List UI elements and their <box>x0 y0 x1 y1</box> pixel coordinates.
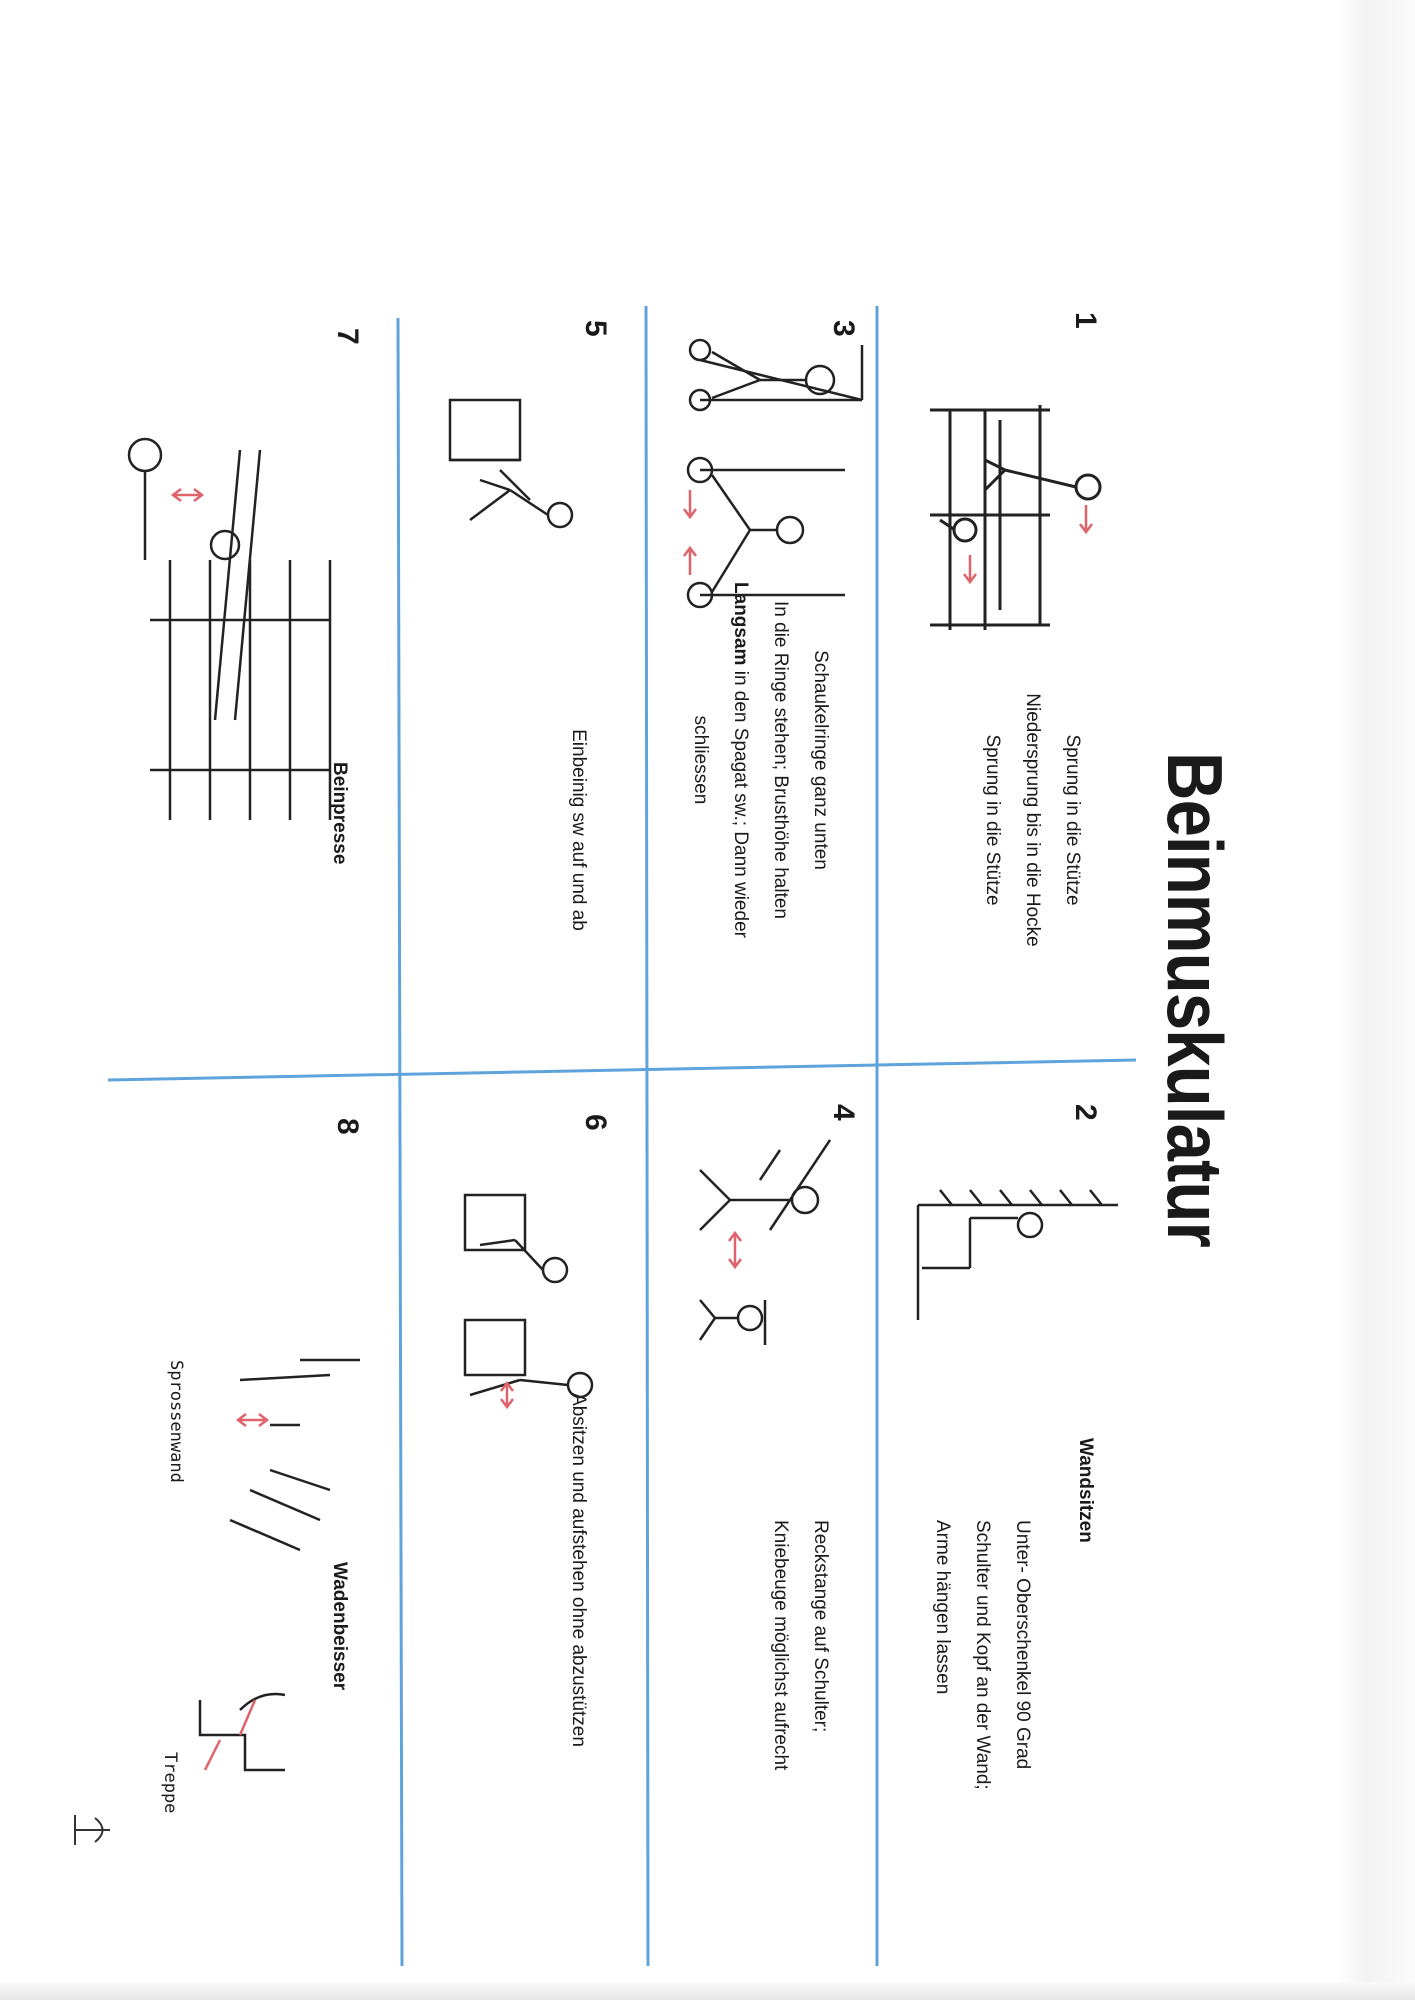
arrow-icon <box>205 1414 267 1770</box>
exercise-number-8: 8 <box>331 1118 364 1135</box>
sketch-parallel-bars <box>930 405 1100 630</box>
description-line: Sprung in die Stütze <box>1062 734 1083 906</box>
sketch-label-wall-bars: Sprossenwand <box>166 1360 186 1483</box>
exercise-number-3: 3 <box>827 320 860 337</box>
exercise-number-4: 4 <box>827 1104 860 1121</box>
page-title: Beinmuskulatur <box>1151 752 1239 1247</box>
sketch-label-stairs: Treppe <box>160 1752 180 1814</box>
description-line: schliessen <box>690 715 711 805</box>
arrow-icon <box>501 1383 513 1407</box>
emphasis-word: Langsam <box>730 582 751 666</box>
arrow-icon <box>684 490 696 575</box>
description-line: Niedersprung bis in die Hocke <box>1022 693 1043 947</box>
grid-lines <box>108 306 1136 1966</box>
description-line: Kniebeuge möglichst aufrecht <box>770 1520 791 1771</box>
arrow-icon <box>729 1233 741 1267</box>
sketch-sit-stand <box>465 1195 592 1397</box>
arrow-icon <box>964 505 1092 582</box>
description-line-rest: in den Spagat sw.; Dann wieder <box>730 665 751 938</box>
sketch-calf-raise <box>200 1360 360 1770</box>
exercise-name-8: Wadenbeisser <box>329 1562 350 1691</box>
exercise-number-5: 5 <box>579 320 612 337</box>
sketch-leg-press <box>129 439 330 820</box>
arrow-icon <box>173 489 202 501</box>
exercise-number-7: 7 <box>331 328 364 345</box>
description-line: In die Ringe stehen; Brusthöhe halten <box>770 601 791 919</box>
grid-horizontal-line <box>108 1060 1136 1080</box>
exercise-name-7: Beinpresse <box>329 762 350 865</box>
grid-vertical-line-3 <box>398 318 402 1966</box>
description-line: Unter- Oberschenkel 90 Grad <box>1012 1520 1033 1770</box>
description-line: Einbeinig sw auf und ab <box>568 729 589 931</box>
exercise-number-1: 1 <box>1069 312 1102 329</box>
exercise-name-2: Wandsitzen <box>1075 1438 1096 1543</box>
description-line: Arme hängen lassen <box>932 1520 953 1695</box>
sketch-squat-bar <box>700 1140 830 1345</box>
description-line: Schaukelringe ganz unten <box>810 650 831 870</box>
sketch-rings-split <box>688 340 862 607</box>
description-line: Sprung in die Stütze <box>982 734 1003 906</box>
grid-vertical-line-2 <box>646 306 648 1966</box>
exercise-number-2: 2 <box>1069 1104 1102 1121</box>
description-line: Absitzen und aufstehen ohne abzustützen <box>568 1393 589 1747</box>
description-line: Schulter und Kopf an der Wand; <box>972 1520 993 1790</box>
sketch-wall-sit <box>918 1190 1118 1320</box>
exercise-number-6: 6 <box>579 1114 612 1131</box>
signature-mark <box>75 1815 110 1845</box>
description-line: Reckstange auf Schulter; <box>810 1520 831 1733</box>
sketch-step-up <box>450 400 572 527</box>
